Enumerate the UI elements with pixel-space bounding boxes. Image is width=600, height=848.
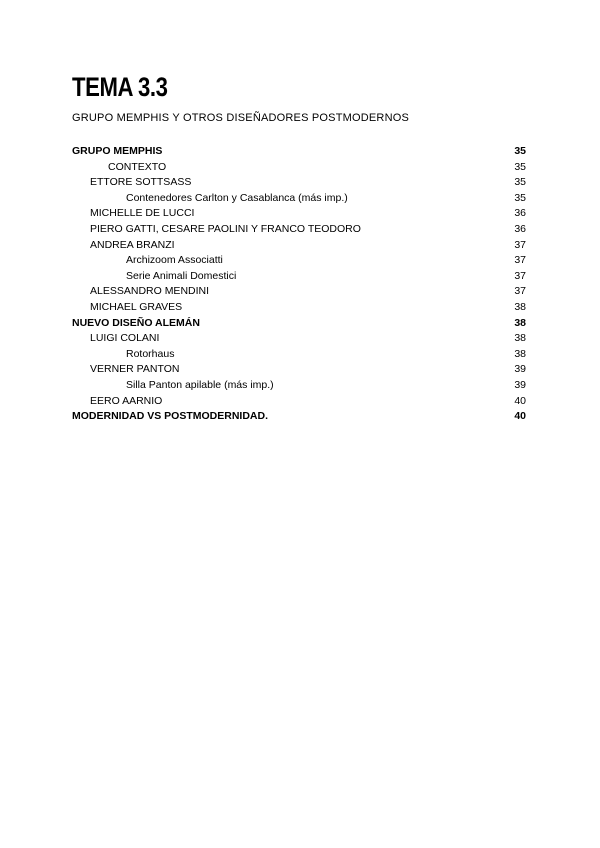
toc-entry-page-number: 38 <box>514 300 526 313</box>
toc-entry-label: NUEVO DISEÑO ALEMÁN <box>72 316 200 329</box>
toc-entry[interactable] <box>72 331 526 347</box>
toc-entry-label: GRUPO MEMPHIS <box>72 145 163 157</box>
toc-entry[interactable] <box>72 409 526 425</box>
toc-entry-page-number: 36 <box>514 207 526 220</box>
page-subtitle: GRUPO MEMPHIS Y OTROS DISEÑADORES POSTMODERNOS <box>72 112 410 124</box>
toc-entry-page-number: 38 <box>514 316 526 329</box>
toc-entry-label: Serie Animali Domestici <box>126 269 237 282</box>
toc-entry-page-number: 38 <box>514 347 526 360</box>
toc-entry[interactable] <box>72 362 526 378</box>
toc-entry-label: Archizoom Associatti <box>126 254 223 267</box>
toc-entry[interactable] <box>72 191 526 207</box>
toc-entry-label: CONTEXTO <box>108 160 167 173</box>
toc-entry[interactable] <box>72 222 526 238</box>
toc-entry[interactable] <box>72 316 526 332</box>
toc-entry[interactable] <box>72 160 526 176</box>
toc-entry-label: Silla Panton apilable (más imp.) <box>126 378 274 391</box>
toc-entry-label: MODERNIDAD VS POSTMODERNIDAD. <box>72 410 269 423</box>
toc-entry-label: VERNER PANTON <box>90 363 180 376</box>
toc-entry[interactable] <box>72 300 526 316</box>
page-title: TEMA 3.3 <box>72 72 168 102</box>
toc-entry[interactable] <box>72 284 526 300</box>
toc-entry[interactable] <box>72 378 526 394</box>
toc-entry-label: MICHAEL GRAVES <box>90 300 183 313</box>
toc-entry-label: ETTORE SOTTSASS <box>90 176 192 189</box>
toc-entry-page-number: 35 <box>514 176 526 189</box>
toc-entry-label: MICHELLE DE LUCCI <box>90 207 195 220</box>
toc-entry[interactable] <box>72 269 526 285</box>
toc-entry[interactable] <box>72 144 526 160</box>
toc-entry-page-number: 40 <box>514 410 526 423</box>
toc-entry-page-number: 39 <box>514 378 526 391</box>
toc-entry-label: PIERO GATTI, CESARE PAOLINI Y FRANCO TEODORO <box>90 222 361 235</box>
toc-entry-page-number: 38 <box>514 332 526 345</box>
toc-entry-page-number: 37 <box>514 269 526 282</box>
toc-entry-page-number: 35 <box>514 145 526 157</box>
toc-entry-page-number: 35 <box>514 160 526 173</box>
toc-entry-page-number: 36 <box>514 222 526 235</box>
toc-entry-label: ANDREA BRANZI <box>90 238 175 251</box>
toc-entry[interactable] <box>72 206 526 222</box>
toc-entry-label: Rotorhaus <box>126 347 175 360</box>
toc-entry[interactable] <box>72 253 526 269</box>
toc-entry[interactable] <box>72 175 526 191</box>
table-of-contents <box>72 144 526 425</box>
toc-entry-label: EERO AARNIO <box>90 394 163 407</box>
toc-entry-label: LUIGI COLANI <box>90 332 160 345</box>
toc-entry-label: ALESSANDRO MENDINI <box>90 285 210 298</box>
toc-entry[interactable] <box>72 394 526 410</box>
toc-entry-label: Contenedores Carlton y Casablanca (más imp.) <box>126 191 348 204</box>
toc-entry-page-number: 37 <box>514 285 526 298</box>
toc-entry[interactable] <box>72 238 526 254</box>
toc-entry-page-number: 37 <box>514 238 526 251</box>
toc-entry[interactable] <box>72 347 526 363</box>
toc-entry-page-number: 40 <box>514 394 526 407</box>
toc-entry-page-number: 35 <box>514 191 526 204</box>
toc-entry-page-number: 39 <box>514 363 526 376</box>
toc-entry-page-number: 37 <box>514 254 526 267</box>
